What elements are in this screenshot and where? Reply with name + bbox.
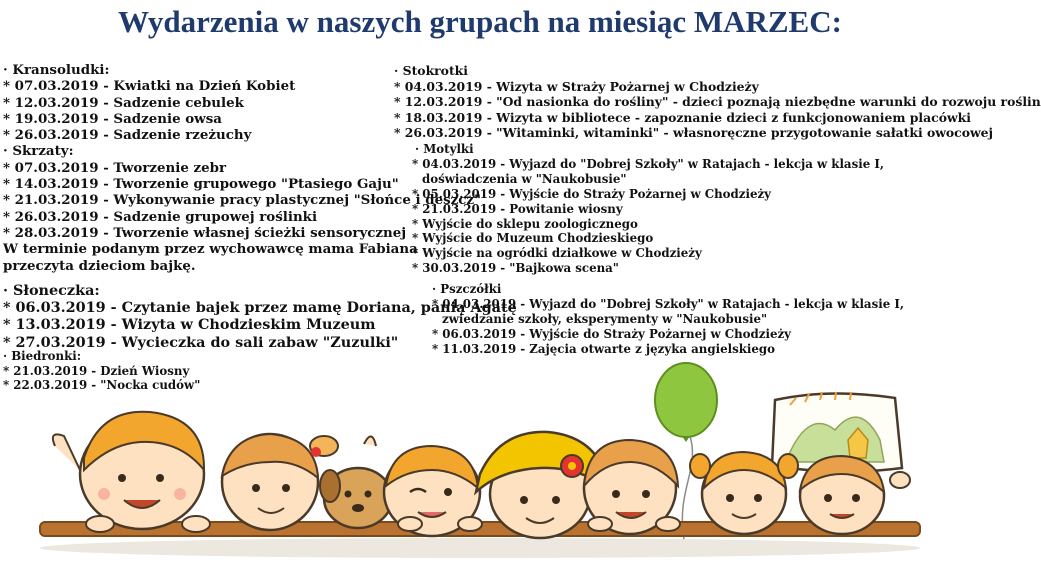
event-line: * 21.03.2019 - Wykonywanie pracy plastycznej "Słońce i deszcz" [3,192,482,209]
event-line: * 04.03.2019 - Wyjazd do "Dobrej Szkoły" w Ratajach - lekcja w klasie I, [412,156,884,171]
children-illustration [0,360,960,576]
group-heading-pszczolki: · Pszczółki [432,282,502,296]
event-line: * 04.03.2019 - Wizyta w Straży Pożarnej w Chodzieży [394,78,759,94]
group-list-motylki [412,142,884,276]
child-face-7 [800,456,884,534]
group-heading-stokrotki: · Stokrotki [394,63,468,78]
event-line: * 14.03.2019 - Tworzenie grupowego "Ptasiego Gaju" [3,176,399,193]
event-line: * Wyjście na ogródki działkowe w Chodzieży [412,246,702,261]
event-line: * 21.03.2019 - Dzień Wiosny [3,363,190,378]
event-line: * 22.03.2019 - "Nocka cudów" [3,378,201,393]
event-line: * 28.03.2019 - Tworzenie własnej ścieżki sensorycznej [3,224,407,241]
event-line: * 27.03.2019 - Wycieczka do sali zabaw "Zuzulki" [3,333,399,351]
event-line: * 19.03.2019 - Sadzenie owsa [3,110,222,127]
group-heading-biedronki: · Biedronki: [3,349,82,363]
group-list-pszczolki [432,282,904,357]
event-line: * 26.03.2019 - Sadzenie grupowej roślinki [3,208,318,225]
event-line: * Wyjście do Muzeum Chodzieskiego [412,231,654,246]
event-line: * 26.03.2019 - Sadzenie rzeżuchy [3,127,252,144]
event-line: * 06.03.2019 - Wyjście do Straży Pożarnej w Chodzieży [432,326,792,341]
event-line: * 07.03.2019 - Kwiatki na Dzień Kobiet [3,78,296,95]
note-line: W terminie podanym przez wychowawcę mama Fabiana [3,241,418,258]
event-line: * 21.03.2019 - Powitanie wiosny [412,201,623,216]
page-title: Wydarzenia w naszych grupach na miesiąc MARZEC: [118,4,842,39]
group-heading-skrzaty: · Skrzaty: [3,143,74,160]
group-heading-kransoludki: · Kransoludki: [3,62,110,78]
event-line: * 06.03.2019 - Czytanie bajek przez mamę Doriana, panią Agatę [3,299,517,317]
ground-shadow [40,538,920,558]
group-heading-sloneczka: · Słoneczka: [3,282,100,299]
child-face-1 [53,412,204,529]
event-line: * 11.03.2019 - Zajęcia otwarte z języka angielskiego [432,341,776,356]
event-line: * 26.03.2019 - "Witaminki, witaminki" - własnoręczne przygotowanie sałatki owocowej [394,125,994,141]
event-line: * 12.03.2019 - "Od nasionka do rośliny" - dzieci poznają niezbędne warunki do rozwoju roślin [394,94,1041,110]
event-line-continuation: doświadczenia w "Naukobusie" [422,171,627,186]
event-line: * 05.03.2019 - Wyjście do Straży Pożarnej w Chodzieży [412,186,772,201]
group-heading-motylki: · Motylki [415,142,474,156]
event-line: * 04.03.2019 - Wyjazd do "Dobrej Szkoły" w Ratajach - lekcja w klasie I, [432,296,904,311]
event-line: * 13.03.2019 - Wizyta w Chodzieskim Muzeum [3,316,376,334]
group-list-stokrotki [394,63,1041,141]
note-line: przeczyta dzieciom bajkę. [3,257,196,274]
event-line: * 18.03.2019 - Wizyta w bibliotece - zapoznanie dzieci z funkcjonowaniem placówki [394,109,971,125]
event-line: * Wyjście do sklepu zoologicznego [412,216,638,231]
event-line: * 30.03.2019 - "Bajkowa scena" [412,261,619,276]
event-line: * 07.03.2019 - Tworzenie zebr [3,159,227,176]
event-line-continuation: zwiedzanie szkoły, eksperymenty w "Naukobusie" [442,311,768,326]
event-line: * 12.03.2019 - Sadzenie cebulek [3,94,244,111]
